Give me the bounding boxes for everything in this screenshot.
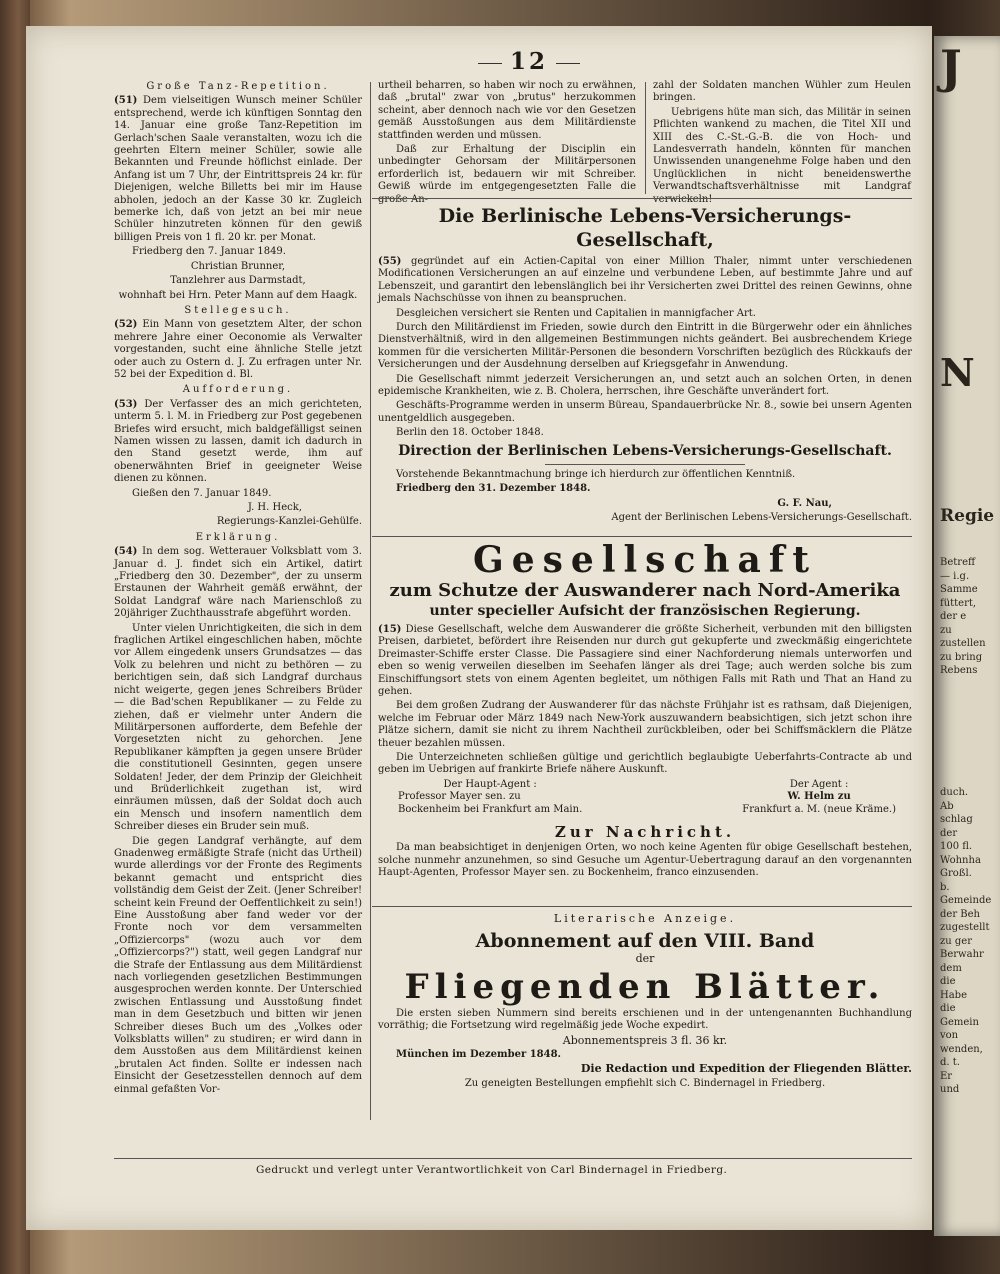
column-rule-left <box>370 82 371 1120</box>
paragraph: Die ersten sieben Nummern sind bereits erschienen und in der untengenannten Buchhandlung vorräthig; die Fortsetzung wird regelmäßig jede Woche expedirt. <box>378 1007 912 1032</box>
adjacent-line: zustellen <box>940 638 986 649</box>
adjacent-line: von <box>940 1030 959 1041</box>
column-1 <box>114 78 362 1098</box>
local-agent-place: Frankfurt a. M. (neue Kräme.) <box>742 803 896 815</box>
ad-date: Berlin den 18. October 1848. <box>396 427 544 439</box>
lit-heading: Literarische Anzeige. <box>553 912 737 925</box>
adjacent-line: die <box>940 976 956 987</box>
adjacent-line: der <box>940 827 958 839</box>
paragraph: Desgleichen versichert sie Renten und Capitalien in mannigfacher Art. <box>396 307 756 319</box>
heading-erkl: Erklärung. <box>195 531 281 543</box>
ad-literarisch <box>378 910 912 1092</box>
ad-stelle <box>114 319 362 381</box>
adjacent-heading: Regie <box>940 506 995 526</box>
adjacent-line: b. <box>940 881 950 893</box>
rule <box>114 1158 912 1159</box>
ad-berlin-direction: Direction der Berlinischen Lebens-Versicherungs-Gesellschaft. <box>398 442 892 459</box>
signature-name: J. H. Heck, <box>247 502 302 513</box>
adjacent-line: Gemein <box>940 1016 979 1028</box>
ad-date: München im Dezember 1848. <box>396 1049 562 1061</box>
adjacent-line: Samme <box>940 584 978 595</box>
paragraph: Uebrigens hüte man sich, das Militär in seinen Pflichten wankend zu machen, die Titel XII und XIII des C.-St.-G.-B. die von Hoch- und Landesverrath handeln, könnten für manchen Unwissenden unangenehme Folge haben und den Unglücklichen in nicht beneidenswerthe Verwandtschaftsverhältnisse mit Landgraf verwickeln! <box>653 106 911 205</box>
adjacent-line: Berwahr <box>940 949 984 960</box>
adjacent-line: — i.g. <box>940 570 970 582</box>
ad-date: Gießen den 7. Januar 1849. <box>132 487 272 499</box>
ad-number: (54) <box>114 546 138 558</box>
adjacent-masthead: J <box>940 40 962 94</box>
adjacent-line: schlag <box>940 814 973 825</box>
ad-gesell-subtitle2: unter specieller Aufsicht der französischen Regierung. <box>429 603 861 619</box>
paragraph: Die gegen Landgraf verhängte, auf dem Gnadenweg ermäßigte Strafe (nicht das Urtheil) wurde allerdings vor der Fronte des Regiments bekannt gemacht und entspricht dies vollständig dem Geist der Zeit. (Jener Schreiber! scheint kein Freund der Oeffentlichkeit zu sein!) Eine Ausstoßung aber fand weder vor der Fronte noch vor dem versammelten „Offiziercorps" (wozu auch vor dem „Offiziercorps?") statt, weil gegen Landgraf nur die Strafe der Entlassung aus dem Militärdienst nach vorliegenden gesetzlichen Bestimmungen ausgesprochen werden konnte. Der Unterschied zwischen Entlassung und Ausstoßung findet man in dem Gesetzbuch und bitten wir jenen Schreiber dieses Buch um des „Volkes oder Volksblatts willen" zu studiren; er wird dann in dem Ausstoßen aus dem Militärdienst keinen „brutalen Act finden. Sollte er indessen nach Einsicht der Gesetzesstellen dennoch auf dem einmal gefaßten Vor- <box>114 835 362 1095</box>
ad-number: (15) <box>378 624 402 635</box>
adjacent-line: Wohnha <box>940 854 981 866</box>
ad-gesellschaft <box>378 540 912 881</box>
ad-erkl <box>114 546 362 620</box>
adjacent-line: Habe <box>940 989 968 1001</box>
agent-title: Agent der Berlinischen Lebens-Versicherungs-Gesellschaft. <box>611 511 912 523</box>
adjacent-line: d. t. <box>940 1057 960 1068</box>
lit-title3: Fliegenden Blätter. <box>404 966 886 1007</box>
adjacent-line: zu bring <box>940 651 983 663</box>
column-3-top <box>653 80 911 208</box>
lit-price: Abonnementspreis 3 fl. 36 kr. <box>562 1033 728 1047</box>
adjacent-line: Betreff <box>940 557 976 568</box>
ad-text: Diese Gesellschaft, welche dem Auswanderer die größte Sicherheit, verbunden mit den billigsten Preisen, darbietet, befördert ihre Reisenden nur durch gut gekupferte und zweckmäßig eingerichtete Dreimaster-Schiffe erster Classe. Die Passagiere sind einer Nachforderung niemals unterworfen und eben so wenig verweilen dieselben im Seehafen länger als drei Tage; auch werden solche bis zum Einschiffungsort stets von einem Agenten begleitet, um nöthigen Falls mit Rath und That an Hand zu gehen. <box>378 624 912 698</box>
ad-text: Der Verfasser des an mich gerichteten, unterm 5. l. M. in Friedberg zur Post gegebenen Briefes wird ersucht, mich baldgefälligst seinen Namen wissen zu lassen, damit ich dadurch in den Stand gesetzt werde, ihm auf obenerwähnten Brief in geeigneter Weise dienen zu können. <box>114 398 362 485</box>
newspaper-page <box>26 26 932 1230</box>
ad-number: (51) <box>114 95 138 107</box>
paragraph: Vorstehende Bekanntmachung bringe ich hierdurch zur öffentlichen Kenntniß. <box>396 468 796 480</box>
paragraph <box>378 624 912 698</box>
rule <box>372 906 912 907</box>
ad-text: Ein Mann von gesetztem Alter, der schon mehrere Jahre einer Oeconomie als Verwalter vorgestanden, sucht eine ähnliche Stelle jetzt oder auch zu Ostern d. J. Zu erfragen unter Nr. 52 bei der Expedition d. Bl. <box>114 319 362 380</box>
adjacent-line: duch. <box>940 787 969 798</box>
agent-name: G. F. Nau, <box>777 497 832 509</box>
adjacent-line: der Beh <box>940 908 980 920</box>
adjacent-line: zu <box>940 624 952 636</box>
ad-berlin-title: Die Berlinische Lebens-Versicherungs-Gesellschaft, <box>438 205 852 251</box>
adjacent-line: Ab <box>940 800 954 812</box>
adjacent-number: N <box>940 350 975 395</box>
adjacent-line: Großl. <box>940 868 972 879</box>
local-agent-label: Der Agent : <box>789 778 849 790</box>
lit-title2: der <box>635 952 655 966</box>
page-number: 12 <box>470 48 588 75</box>
adjacent-line: 100 fl. <box>940 841 973 852</box>
paragraph: Die Unterzeichneten schließen gültige und gerichtlich beglaubigte Ueberfahrts-Contracte ab und geben im Uebrigen auf frankirte Briefe nähere Auskunft. <box>378 752 912 776</box>
adjacent-line: und <box>940 1084 960 1095</box>
adjacent-line: füttert, <box>940 597 977 609</box>
adjacent-line: Rebens <box>940 665 978 676</box>
adjacent-line: Er <box>940 1070 953 1082</box>
ad-number: (52) <box>114 319 138 331</box>
haupt-agent-name: Professor Mayer sen. zu <box>398 791 521 803</box>
ad-number: (53) <box>114 398 138 410</box>
signature-name: Christian Brunner, <box>190 260 286 272</box>
rule <box>372 536 912 537</box>
paragraph: zahl der Soldaten manchen Wühler zum Heulen bringen. <box>653 80 911 104</box>
adjacent-line: der e <box>940 611 967 622</box>
local-agent-name: W. Helm zu <box>787 791 851 803</box>
adjacent-line: wenden, <box>940 1043 983 1055</box>
heading-auff: Aufforderung. <box>182 384 294 396</box>
paragraph: Durch den Militärdienst im Frieden, sowie durch den Eintritt in die Bürgerwehr oder ein ähnliches Dienstverhältniß, wird in den allgemeinen Bestimmungen nichts geändert. Bei ausbrechendem Kriege kommen für die versicherten Militär-Personen die besondern Vorschriften bezüglich des Rückkaufs der Versicherungen und der Ausdehnung derselben auf Kriegsgefahr in Anwendung. <box>378 322 912 371</box>
signature-title: Regierungs-Kanzlei-Gehülfe. <box>216 516 362 528</box>
rule <box>545 464 745 465</box>
paragraph: Da man beabsichtiget in denjenigen Orten, wo noch keine Agenten für obige Gesellschaft bestehen, solche nunmehr anzunehmen, so sind Gesuche um Agentur-Uebertragung darauf an den vorgenannten Haupt-Agenten, Professor Mayer sen. zu Bockenheim, franco einzusenden. <box>378 842 912 878</box>
haupt-agent-label: Der Haupt-Agent : <box>443 778 537 790</box>
ad-auff <box>114 399 362 486</box>
adjacent-line: zu ger <box>940 935 972 947</box>
imprint: Gedruckt und verlegt unter Verantwortlichkeit von Carl Bindernagel in Friedberg. <box>256 1164 728 1176</box>
rule <box>372 198 912 199</box>
adjacent-page <box>934 36 1000 1236</box>
signature-address: wohnhaft bei Hrn. Peter Mann auf dem Haagk. <box>118 289 358 301</box>
column-rule-top-right <box>645 82 646 194</box>
ad-date: Friedberg den 7. Januar 1849. <box>132 246 286 258</box>
ad-text: gegründet auf ein Actien-Capital von einer Million Thaler, nimmt unter verschiedenen Modificationen Versicherungen an auf einzelne und verbundene Leben, auf bestimmte Jahre und auf Lebenszeit, und garantirt den lebenslänglich bei ihr Versicherten zwei Drittel des reinen Gewinns, ohne jemals Nachschüsse von ihnen zu beanspruchen. <box>378 256 912 305</box>
heading-tanz: Große Tanz-Repetition. <box>146 81 330 92</box>
heading-stelle: Stellegesuch. <box>184 304 292 316</box>
paragraph: Unter vielen Unrichtigkeiten, die sich in dem fraglichen Artikel eingeschlichen haben, möchte vor Allem eingedenk unsers Grundsatzes — das Volk zu belehren und nicht zu bethören — zu berichtigen sein, daß sich Landgraf durchaus nicht weigerte, gegen jenes Schreibers Brüder — die Bad'schen Republikaner — zu Felde zu ziehen, daß er vielmehr unter Andern die Militärpersonen aufforderte, dem Befehle der Vorgesetzten nicht zu gehorchen. Jene Republikaner kämpften ja gegen unsere Brüder die constitutionell Gesinnten, gegen unsere Soldaten! Jeder, der dem Prinzip der Gleichheit und Brüderlichkeit zugethan ist, wird einräumen müssen, daß der Soldat doch auch ein Mensch und insofern namentlich dem Schreiber dieses ein Bruder sein muß. <box>114 622 362 833</box>
haupt-agent-place: Bockenheim bei Frankfurt am Main. <box>398 803 583 815</box>
ad-tanz <box>114 95 362 244</box>
paragraph: Die Gesellschaft nimmt jederzeit Versicherungen an, und setzt auch an solchen Orten, in denen epidemische Krankheiten, wie z. B. Cholera, herrschen, ihre Geschäfte unverändert fort. <box>378 373 912 398</box>
paragraph: Daß zur Erhaltung der Disciplin ein unbedingter Gehorsam der Militärpersonen erforderlich ist, bedauern wir mit Schreiber. Gewiß würde im entgegengesetzten Falle die große An- <box>378 144 636 205</box>
ad-text: Dem vielseitigen Wunsch meiner Schüler entsprechend, werde ich künftigen Sonntag den 14. Januar eine große Tanz-Repetition im Gerlach'schen Saale veranstalten, wozu ich die geehrten Eltern meiner Schüler, sowie alle Bekannten und Freunde höflichst einlade. Der Anfang ist um 7 Uhr, der Eintrittspreis 24 kr. für Diejenigen, welche Billetts bei mir im Hause abholen, jedoch an der Kasse 30 kr. Zugleich bemerke ich, daß von jetzt an bei mir neue Schüler hinzutreten können für den gewiß billigen Preis von 1 fl. 20 kr. per Monat. <box>114 95 362 243</box>
local-agent <box>742 779 912 816</box>
ad-text: In dem sog. Wetterauer Volksblatt vom 3. Januar d. J. findet sich ein Artikel, datirt „Friedberg den 30. Dezember", der zu unserm Erstaunen der Wahrheit gemäß erwähnt, der Soldat Landgraf wäre nach Marienschloß zu 20jähriger Zuchthausstrafe abgeführt worden. <box>114 546 362 620</box>
nachricht-heading: Zur Nachricht. <box>554 823 736 842</box>
lit-redaction: Die Redaction und Expedition der Fliegenden Blätter. <box>580 1062 912 1076</box>
adjacent-line: zugestellt <box>940 922 990 933</box>
adjacent-line: Gemeinde <box>940 895 992 906</box>
paragraph <box>378 256 912 306</box>
column-2-top <box>378 80 636 208</box>
ad-number: (55) <box>378 256 402 267</box>
adjacent-line: die <box>940 1003 956 1014</box>
ad-berlin <box>378 204 912 526</box>
adjacent-line: dem <box>940 962 962 974</box>
paragraph: Bei dem großen Zudrang der Auswanderer für das nächste Frühjahr ist es rathsam, daß Diejenigen, welche im Februar oder März 1849 nach New-York auszuwandern beabsichtigen, sich jetzt schon ihre Plätze sichern, damit sie nicht zu ihrem Nachtheil zurückbleiben, oder bei Schiffsmäcklern die Plätze theuer bezahlen müssen. <box>378 700 912 749</box>
ad-gesell-title: Gesellschaft <box>473 539 817 581</box>
ad-gesell-subtitle: zum Schutze der Auswanderer nach Nord-Amerika <box>389 580 901 601</box>
ad-date: Friedberg den 31. Dezember 1848. <box>396 483 591 495</box>
paragraph: Geschäfts-Programme werden in unserm Büreau, Spandauerbrücke Nr. 8., sowie bei unsern Agenten unentgeldlich ausgegeben. <box>378 400 912 424</box>
lit-recommend: Zu geneigten Bestellungen empfiehlt sich C. Bindernagel in Friedberg. <box>464 1077 826 1089</box>
signature-title: Tanzlehrer aus Darmstadt, <box>170 275 306 287</box>
paragraph: urtheil beharren, so haben wir noch zu erwähnen, daß „brutal" zwar von „brutus" herzukommen scheint, aber dennoch nach wie vor den Gesetzen gemäß Ausstoßungen aus dem Militärdienste stattfinden werden und müssen. <box>378 80 636 141</box>
lit-title1: Abonnement auf den VIII. Band <box>475 930 815 953</box>
haupt-agent <box>378 779 582 816</box>
agents-block <box>378 779 912 816</box>
